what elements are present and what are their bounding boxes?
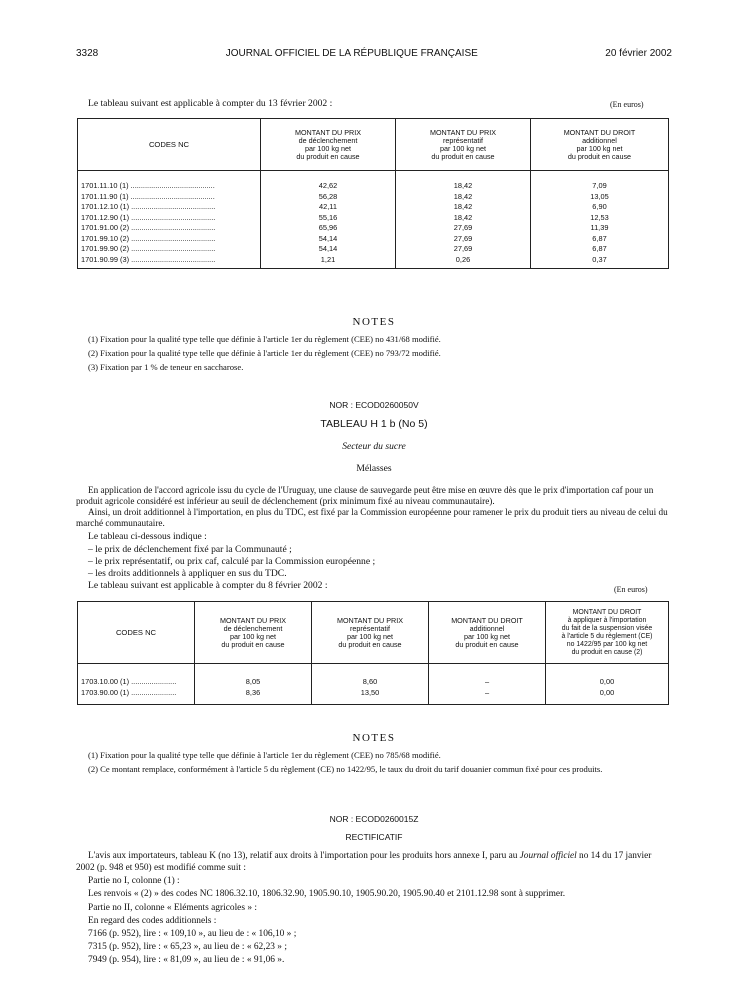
section2-list-item: – le prix de déclenchement fixé par la Communauté ;	[88, 544, 292, 555]
table1-cell: 11,39	[590, 223, 609, 232]
table1-cell: 6,90	[592, 202, 607, 211]
table2-unit: (En euros)	[614, 585, 648, 594]
table1-cell: 65,96	[318, 223, 338, 232]
table1-code-row: 1701.12.10 (1) .........................................	[81, 202, 216, 211]
table1-representative-price-column	[396, 171, 531, 269]
section3-title: RECTIFICATIF	[345, 832, 403, 842]
table2-note-1: (1) Fixation pour la qualité type telle que définie à l'article 1er du règlement (CEE) no 785/68 modifié.	[88, 750, 441, 760]
table2-cell: 0,00	[599, 687, 615, 697]
table1-code-row: 1701.99.90 (2) .........................................	[81, 244, 216, 253]
table2-cell: –	[484, 677, 490, 686]
table1-cell: 18,42	[453, 212, 473, 222]
table1-note-2: (2) Fixation pour la qualité type telle que définie à l'article 1er du règlement (CEE) no 793/72 modifié.	[88, 348, 441, 358]
erratum-line: 7949 (p. 954), lire : « 81,09 », au lieu de : « 91,06 ».	[88, 955, 285, 965]
erratum-line: Les renvois « (2) » des codes NC 1806.32.10, 1806.32.90, 1905.90.10, 1905.90.20, 1905.90.40 et 2101.12.98 sont à supprimer.	[88, 889, 566, 899]
table1-additional-duty-column	[531, 171, 669, 269]
table1	[77, 118, 669, 269]
erratum-line: 7315 (p. 952), lire : « 65,23 », au lieu de : « 62,23 » ;	[88, 942, 287, 952]
table1-code-row: 1701.99.10 (2) .........................................	[81, 233, 216, 243]
table2-header-codes: CODES NC	[78, 602, 195, 664]
table1-code-row: 1701.11.10 (1) .........................................	[81, 181, 215, 190]
table1-code-row: 1701.12.90 (1) .........................................	[81, 212, 216, 222]
section2-list-item: – le prix représentatif, ou prix caf, calculé par la Commission européenne ;	[88, 556, 376, 567]
table1-cell: 7,09	[592, 181, 607, 190]
table2-cell: 0,00	[599, 677, 615, 686]
section2-list-item: – les droits additionnels à appliquer en sus du TDC.	[88, 568, 287, 579]
table1-cell: 27,69	[453, 223, 473, 232]
table2-cell: 8,60	[362, 677, 378, 686]
section2-title: TABLEAU H 1 b (No 5)	[320, 418, 428, 430]
erratum-paragraph: L'avis aux importateurs, tableau K (no 13), relatif aux droits à l'importation pour les produits hors annexe I, paru au Journal officiel no 14 du 17 janvier 2002 (p. 948 et 950) est modifié comme suit :	[76, 851, 652, 873]
table2-cell: 13,50	[360, 687, 380, 697]
issue-date: 20 février 2002	[605, 48, 672, 59]
section2-list-intro: Le tableau ci-dessous indique :	[88, 531, 207, 542]
table1-note-3: (3) Fixation par 1 % de teneur en saccharose.	[88, 362, 244, 372]
nor-reference-2: NOR : ECOD0260015Z	[329, 814, 419, 824]
table1-cell: 27,69	[453, 233, 473, 243]
table2-notes-title: NOTES	[352, 732, 396, 744]
table1-trigger-price-column	[261, 171, 396, 269]
table1-code-row: 1701.11.90 (1) .........................................	[81, 191, 215, 201]
table2-suspension-duty-column	[546, 664, 669, 705]
table1-cell: 27,69	[453, 244, 473, 253]
table2-header-suspension-duty: MONTANT DU DROIT à appliquer à l'importation du fait de la suspension visée à l'article 5 du règlement (CE) no 1422/95 par 100 kg net du produit en cause (2)	[546, 602, 669, 664]
nor-reference-1: NOR : ECOD0260050V	[329, 400, 419, 410]
table2	[77, 601, 669, 705]
table1-cell: 13,05	[590, 191, 609, 201]
table1-notes-title: NOTES	[352, 316, 396, 328]
table1-cell: 6,87	[592, 233, 607, 243]
erratum-line: En regard des codes additionnels :	[88, 916, 217, 926]
table1-header-codes: CODES NC	[78, 119, 261, 171]
erratum-line: Partie no I, colonne (1) :	[88, 876, 180, 886]
table2-trigger-price-column	[195, 664, 312, 705]
table1-cell: 55,16	[318, 212, 338, 222]
journal-title: JOURNAL OFFICIEL DE LA RÉPUBLIQUE FRANÇAISE	[225, 48, 478, 59]
table1-cell: 0,37	[592, 254, 607, 264]
table1-cell: 18,42	[453, 181, 473, 190]
table2-note-2: (2) Ce montant remplace, conformément à l'article 5 du règlement (CE) no 1422/95, le taux du droit du tarif douanier commun fixé pour ces produits.	[88, 764, 603, 774]
page-header	[76, 48, 672, 59]
table2-cell: 8,36	[245, 687, 261, 697]
section2-subtitle: Secteur du sucre	[342, 441, 406, 452]
table1-intro: Le tableau suivant est applicable à compter du 13 février 2002 :	[88, 98, 333, 109]
table1-cell: 42,11	[319, 202, 337, 211]
table1-cell: 6,87	[592, 244, 607, 253]
table1-cell: 54,14	[318, 244, 338, 253]
table2-codes-column	[78, 664, 195, 705]
table1-header-trigger-price: MONTANT DU PRIX de déclenchement par 100 kg net du produit en cause	[261, 119, 396, 171]
table1-cell: 54,14	[318, 233, 338, 243]
table1-cell: 56,28	[318, 191, 338, 201]
table2-header-trigger-price: MONTANT DU PRIX de déclenchement par 100 kg net du produit en cause	[195, 602, 312, 664]
table1-cell: 1,21	[320, 254, 336, 264]
table2-cell: 8,05	[245, 677, 261, 686]
table1-codes-column	[78, 171, 261, 269]
page-number: 3328	[76, 48, 99, 59]
section2-paragraph-2: Ainsi, un droit additionnel à l'importation, en plus du TDC, est fixé par la Commission européenne pour ramener le prix du produit tiers au niveau de celui du marché communautaire.	[76, 507, 668, 528]
table2-cell: –	[484, 687, 490, 697]
table2-representative-price-column	[312, 664, 429, 705]
table1-header-representative-price: MONTANT DU PRIX représentatif par 100 kg net du produit en cause	[396, 119, 531, 171]
table2-code-row: 1703.90.00 (1) ......................	[81, 687, 177, 697]
table2-additional-duty-column	[429, 664, 546, 705]
table1-code-row: 1701.90.99 (3) .........................................	[81, 254, 216, 264]
table2-header-representative-price: MONTANT DU PRIX représentatif par 100 kg net du produit en cause	[312, 602, 429, 664]
table1-cell: 12,53	[590, 212, 609, 222]
erratum-line: Partie no II, colonne « Eléments agricoles » :	[88, 903, 257, 913]
table1-cell: 18,42	[453, 191, 473, 201]
table1-note-1: (1) Fixation pour la qualité type telle que définie à l'article 1er du règlement (CEE) no 431/68 modifié.	[88, 334, 441, 344]
table1-code-row: 1701.91.00 (2) .........................................	[81, 223, 216, 232]
table1-cell: 18,42	[453, 202, 473, 211]
table2-code-row: 1703.10.00 (1) ......................	[81, 677, 177, 686]
section2-paragraph-1: En application de l'accord agricole issu du cycle de l'Uruguay, une clause de sauvegarde peut être mise en œuvre dès que le prix d'importation caf pour un produit agricole considéré est inférieur au seuil de déclenchement (prix minimum fixé au niveau communautaire).	[76, 485, 654, 506]
table1-header-additional-duty: MONTANT DU DROIT additionnel par 100 kg net du produit en cause	[531, 119, 669, 171]
table2-intro: Le tableau suivant est applicable à compter du 8 février 2002 :	[88, 580, 328, 591]
table1-cell: 42,62	[318, 181, 338, 190]
table1-unit: (En euros)	[610, 100, 644, 109]
table1-cell: 0,26	[455, 254, 471, 264]
erratum-line: 7166 (p. 952), lire : « 109,10 », au lieu de : « 106,10 » ;	[88, 929, 297, 939]
section2-heading: Mélasses	[356, 463, 392, 474]
table2-header-additional-duty: MONTANT DU DROIT additionnel par 100 kg net du produit en cause	[429, 602, 546, 664]
